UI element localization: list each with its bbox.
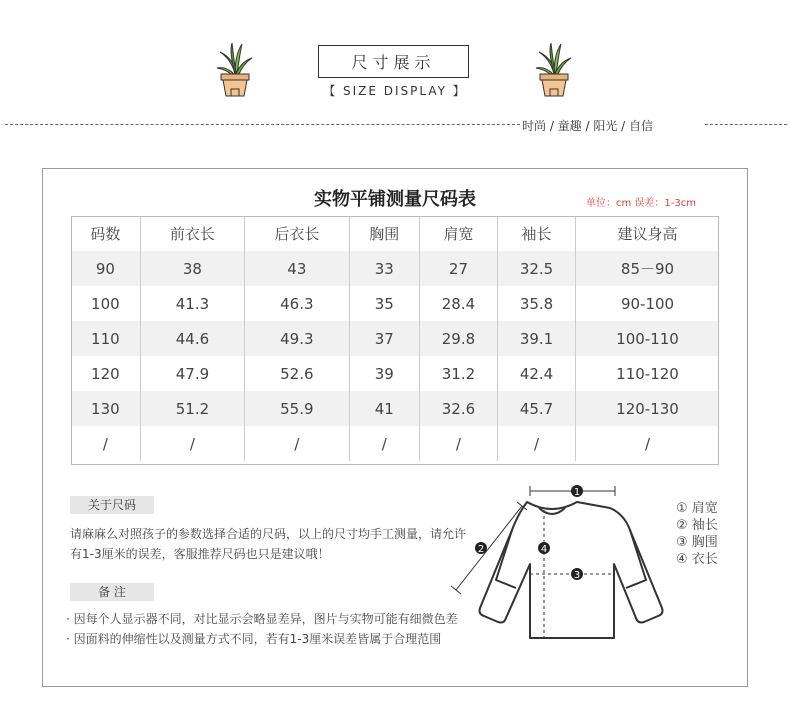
table-cell: 33 (349, 251, 419, 286)
legend-shoulder: ① 肩宽 (676, 501, 718, 516)
table-cell: 38 (140, 251, 244, 286)
table-title: 实物平铺测量尺码表 (314, 189, 476, 210)
table-cell: 41.3 (140, 286, 244, 321)
table-cell: 45.7 (497, 391, 575, 426)
table-cell: 27 (419, 251, 497, 286)
table-cell: / (497, 426, 575, 461)
plant-pot-icon (212, 40, 258, 100)
table-cell: 32.5 (497, 251, 575, 286)
section-subtitle: 【 SIZE DISPLAY 】 (323, 84, 467, 98)
table-cell: 120 (91, 364, 120, 383)
table-cell: 55.9 (245, 391, 349, 426)
size-table (71, 216, 719, 461)
table-cell: 110-120 (576, 356, 719, 391)
table-cell: / (102, 434, 108, 453)
about-size-label: 关于尺码 (70, 496, 154, 514)
table-cell: / (419, 426, 497, 461)
column-header: 肩宽 (419, 216, 497, 251)
remarks-text: · 因面料的伸缩性以及测量方式不同，若有1-3厘米误差皆属于合理范围 (66, 632, 442, 646)
tagline: 时尚 / 童趣 / 阳光 / 自信 (522, 119, 654, 133)
column-header: 后衣长 (245, 216, 349, 251)
table-cell: 42.4 (497, 356, 575, 391)
table-cell: 41 (349, 391, 419, 426)
legend-chest: ③ 胸围 (676, 535, 718, 550)
table-cell: 90-100 (576, 286, 719, 321)
table-cell: 39 (349, 356, 419, 391)
table-cell: / (140, 426, 244, 461)
column-header: 胸围 (349, 216, 419, 251)
column-header: 袖长 (497, 216, 575, 251)
table-row (71, 356, 719, 391)
marker-1-label: 1 (573, 487, 581, 498)
table-cell: 85－90 (576, 251, 719, 286)
column-header: 前衣长 (140, 216, 244, 251)
table-cell: / (349, 426, 419, 461)
marker-1-icon (571, 485, 583, 498)
plant-pot-icon (531, 40, 577, 100)
table-cell: 31.2 (419, 356, 497, 391)
remarks-text: · 因每个人显示器不同，对比显示会略显差异，图片与实物可能有细微色差 (66, 612, 458, 626)
table-cell: 28.4 (419, 286, 497, 321)
marker-4-icon (538, 542, 550, 555)
table-row (71, 391, 719, 426)
shirt-diagram (440, 470, 700, 655)
table-row (71, 321, 719, 356)
divider-right (705, 124, 787, 125)
about-size-text: 有1-3厘米的误差，客服推荐尺码也只是建议哦！ (70, 547, 330, 561)
shirt-outline-icon (477, 502, 663, 638)
table-row (71, 286, 719, 321)
table-cell: 44.6 (140, 321, 244, 356)
table-cell: 130 (71, 391, 140, 426)
table-cell: 37 (349, 321, 419, 356)
table-cell: 51.2 (140, 391, 244, 426)
table-cell: 39.1 (497, 321, 575, 356)
marker-3-icon (571, 568, 583, 581)
table-cell: 52.6 (245, 356, 349, 391)
table-cell: 35.8 (497, 286, 575, 321)
table-cell: 110 (71, 321, 140, 356)
table-header-row (71, 216, 719, 251)
remarks-label: 备 注 (70, 583, 154, 601)
table-cell: 29.8 (419, 321, 497, 356)
table-cell: / (576, 426, 719, 461)
table-cell: 100-110 (576, 321, 719, 356)
column-header: 码数 (90, 225, 121, 243)
table-cell: 120-130 (576, 391, 719, 426)
table-cell: 32.6 (419, 391, 497, 426)
marker-4-label: 4 (540, 544, 548, 555)
table-row (71, 251, 719, 286)
table-cell: 35 (349, 286, 419, 321)
table-cell: 47.9 (140, 356, 244, 391)
table-cell: 43 (245, 251, 349, 286)
section-title: 尺寸展示 (318, 45, 469, 78)
table-row (71, 426, 719, 461)
unit-note: 单位：cm 误差：1-3cm (586, 198, 696, 209)
divider-left (5, 124, 520, 125)
marker-3-label: 3 (573, 570, 581, 581)
about-size-text: 请麻麻么对照孩子的参数选择合适的尺码，以上的尺寸均手工测量，请允许 (70, 527, 467, 541)
column-header: 建议身高 (576, 216, 719, 251)
legend-sleeve: ② 袖长 (676, 518, 718, 533)
table-cell: / (245, 426, 349, 461)
table-cell: 49.3 (245, 321, 349, 356)
table-cell: 90 (71, 251, 140, 286)
marker-2-label: 2 (477, 544, 485, 555)
table-cell: 100 (91, 294, 120, 313)
legend-length: ④ 衣长 (676, 552, 718, 567)
table-cell: 46.3 (245, 286, 349, 321)
